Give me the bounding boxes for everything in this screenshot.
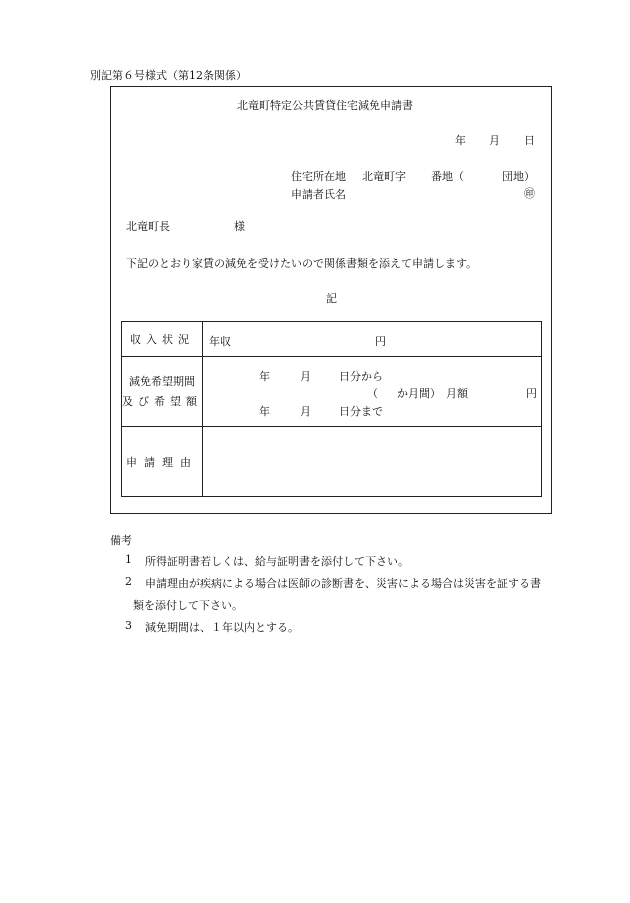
addressee-name: 北竜町長: [126, 220, 170, 233]
period-label-cell: [122, 357, 203, 427]
detail-table: [121, 321, 542, 497]
to-year: 年: [259, 405, 270, 418]
note-3-num: 3: [125, 619, 132, 632]
ki-heading: 記: [326, 292, 337, 305]
reason-label-cell: [122, 427, 203, 497]
income-label: 収入状況: [130, 333, 194, 346]
reason-label: 申請理由: [126, 455, 198, 469]
to-month: 月: [300, 405, 311, 418]
form-title: 北竜町特定公共賃貸住宅減免申請書: [237, 99, 413, 112]
seal-mark: ㊞: [524, 187, 535, 200]
period-row: [122, 357, 542, 427]
income-label-cell: [122, 322, 203, 357]
applicant-name-label: 申請者氏名: [291, 188, 346, 201]
open-paren: （: [367, 387, 378, 400]
addressee-honorific: 様: [234, 220, 245, 233]
body-text: 下記のとおり家賃の減免を受けたいので関係書類を添えて申請します。: [126, 257, 478, 270]
date-month: 月: [489, 134, 500, 147]
months-label: か月間）: [397, 387, 441, 400]
form-reference: 別記第６号様式（第12条関係）: [90, 69, 247, 82]
note-2-num: 2: [125, 575, 132, 588]
address-label: 住宅所在地: [291, 170, 346, 183]
danchi-label: 団地）: [502, 170, 535, 183]
from-day: 日分から: [339, 370, 383, 383]
from-year: 年: [259, 370, 270, 383]
income-prefix: 年収: [209, 335, 231, 348]
note-1-text: 所得証明書若しくは、給与証明書を添付して下さい。: [145, 555, 409, 568]
lot-label: 番地（: [431, 170, 464, 183]
reason-row: [122, 427, 542, 497]
reason-value-cell[interactable]: [203, 427, 542, 497]
notes-heading: 備考: [110, 534, 132, 547]
note-3-text: 減免期間は、１年以内とする。: [145, 621, 299, 634]
income-row: [122, 322, 542, 357]
note-2-text: 申請理由が疾病による場合は医師の診断書を、災害による場合は災害を証する書: [145, 577, 541, 590]
period-label-line1: 減免希望期間: [129, 374, 195, 388]
note-2-text-cont: 類を添付して下さい。: [133, 599, 243, 612]
income-value-cell: [203, 322, 542, 357]
to-day: 日分まで: [339, 405, 383, 418]
address-value: 北竜町字: [362, 170, 406, 183]
monthly-yen: 円: [526, 387, 537, 400]
date-year: 年: [455, 134, 466, 147]
period-label-line2: 及び希望額: [122, 394, 202, 408]
income-unit: 円: [375, 335, 386, 348]
from-month: 月: [300, 370, 311, 383]
period-value-cell: [203, 357, 542, 427]
note-1-num: 1: [125, 553, 132, 566]
date-day: 日: [524, 134, 535, 147]
monthly-amount-label: 月額: [446, 387, 468, 400]
